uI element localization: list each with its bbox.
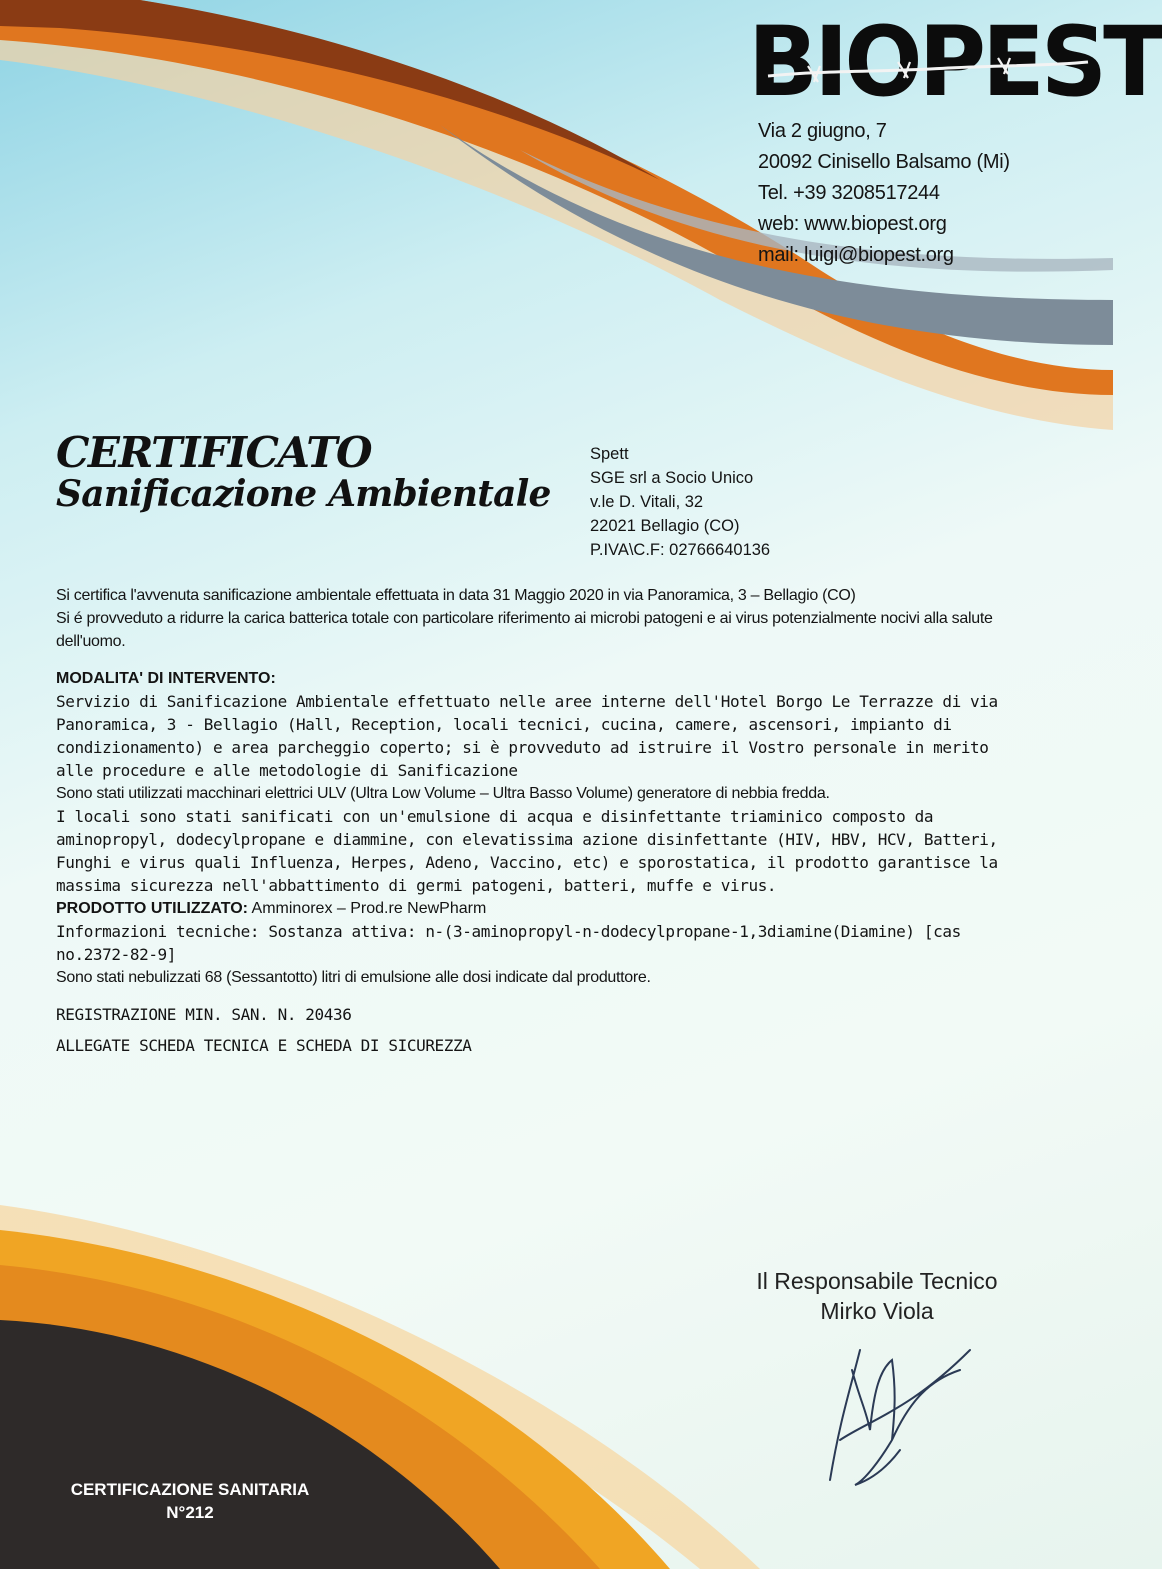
recipient-address: [590, 442, 770, 562]
company-address-line1: Via 2 giugno, 7: [758, 120, 887, 142]
certificate-body: [56, 584, 1016, 1057]
company-mail: mail: luigi@biopest.org: [758, 244, 954, 266]
intro-paragraph-1: Si certifica l'avvenuta sanificazione ambientale effettuata in data 31 Maggio 2020 in via Panoramica, 3 – Bellagio (CO): [56, 587, 856, 604]
allegate-text: ALLEGATE SCHEDA TECNICA E SCHEDA DI SICUREZZA: [56, 1036, 472, 1055]
recipient-name: SGE srl a Socio Unico: [590, 469, 754, 487]
company-address-line2: 20092 Cinisello Balsamo (Mi): [758, 151, 1010, 173]
signature-block: [727, 1266, 1027, 1326]
recipient-vat: P.IVA\C.F: 02766640136: [590, 541, 771, 559]
modalita-heading: MODALITA' DI INTERVENTO:: [56, 670, 276, 687]
biopest-logo: [748, 5, 1162, 119]
company-web: web: www.biopest.org: [758, 213, 947, 235]
nebulizzati-text: Sono stati nebulizzati 68 (Sessantotto) litri di emulsione alle dosi indicate dal produttore.: [56, 969, 651, 986]
prodotto-label: PRODOTTO UTILIZZATO:: [56, 900, 248, 917]
certificate-title: [56, 430, 551, 514]
footer-line1: CERTIFICAZIONE SANITARIA: [70, 1480, 310, 1499]
locali-text: I locali sono stati sanificati con un'emulsione di acqua e disinfettante triaminico composto da aminopropyl, dodecylpropane e diammine, con elevatissima azione disinfettante (HIV, HBV, HCV, Batteri, Funghi e virus quali Influenza, Herpes, Adeno, Vaccino, etc) e sporostatica, il prodotto garantisce la massima sicurezza nell'abbattimento di germi patogeni, batteri, muffe e virus.: [56, 807, 998, 895]
recipient-city: 22021 Bellagio (CO): [590, 517, 740, 535]
macchinari-text: Sono stati utilizzati macchinari elettrici ULV (Ultra Low Volume – Ultra Basso Volume) generatore di nebbia fredda.: [56, 785, 830, 802]
company-contact: [758, 116, 1010, 271]
registrazione-text: REGISTRAZIONE MIN. SAN. N. 20436: [56, 1005, 352, 1024]
handwritten-signature: [800, 1330, 990, 1490]
signature-role: Il Responsabile Tecnico: [756, 1268, 998, 1294]
info-tecniche-text: Informazioni tecniche: Sostanza attiva: n-(3-aminopropyl-n-dodecylpropane-1,3diamine(Diamine) [cas no.2372-82-9]: [56, 922, 961, 964]
company-phone: Tel. +39 3208517244: [758, 182, 940, 204]
modalita-text: Servizio di Sanificazione Ambientale effettuato nelle aree interne dell'Hotel Borgo Le Terrazze di via Panoramica, 3 - Bellagio (Hall, Reception, locali tecnici, cucina, camere, ascensori, impianto di condizionamento) e area parcheggio coperto; si è provveduto ad istruire il Vostro personale in merito alle procedure e alle metodologie di Sanificazione: [56, 692, 998, 780]
signature-name: Mirko Viola: [820, 1298, 934, 1324]
certificate-title-line1: CERTIFICATO: [56, 428, 372, 477]
recipient-street: v.le D. Vitali, 32: [590, 493, 704, 511]
footer-line2: N°212: [166, 1503, 214, 1522]
certificate-title-line2: Sanificazione Ambientale: [56, 473, 551, 516]
prodotto-value: Amminorex – Prod.re NewPharm: [247, 900, 487, 917]
recipient-salutation: Spett: [590, 445, 629, 463]
intro-paragraph-2: Si é provveduto a ridurre la carica batterica totale con particolare riferimento ai microbi patogeni e ai virus potenzialmente nocivi alla salute dell'uomo.: [56, 610, 993, 650]
prodotto-line: [56, 897, 1016, 920]
logo-text: BIOPEST: [748, 5, 1162, 119]
footer-certification: [20, 1478, 360, 1524]
barbed-wire-icon: [748, 10, 1098, 110]
